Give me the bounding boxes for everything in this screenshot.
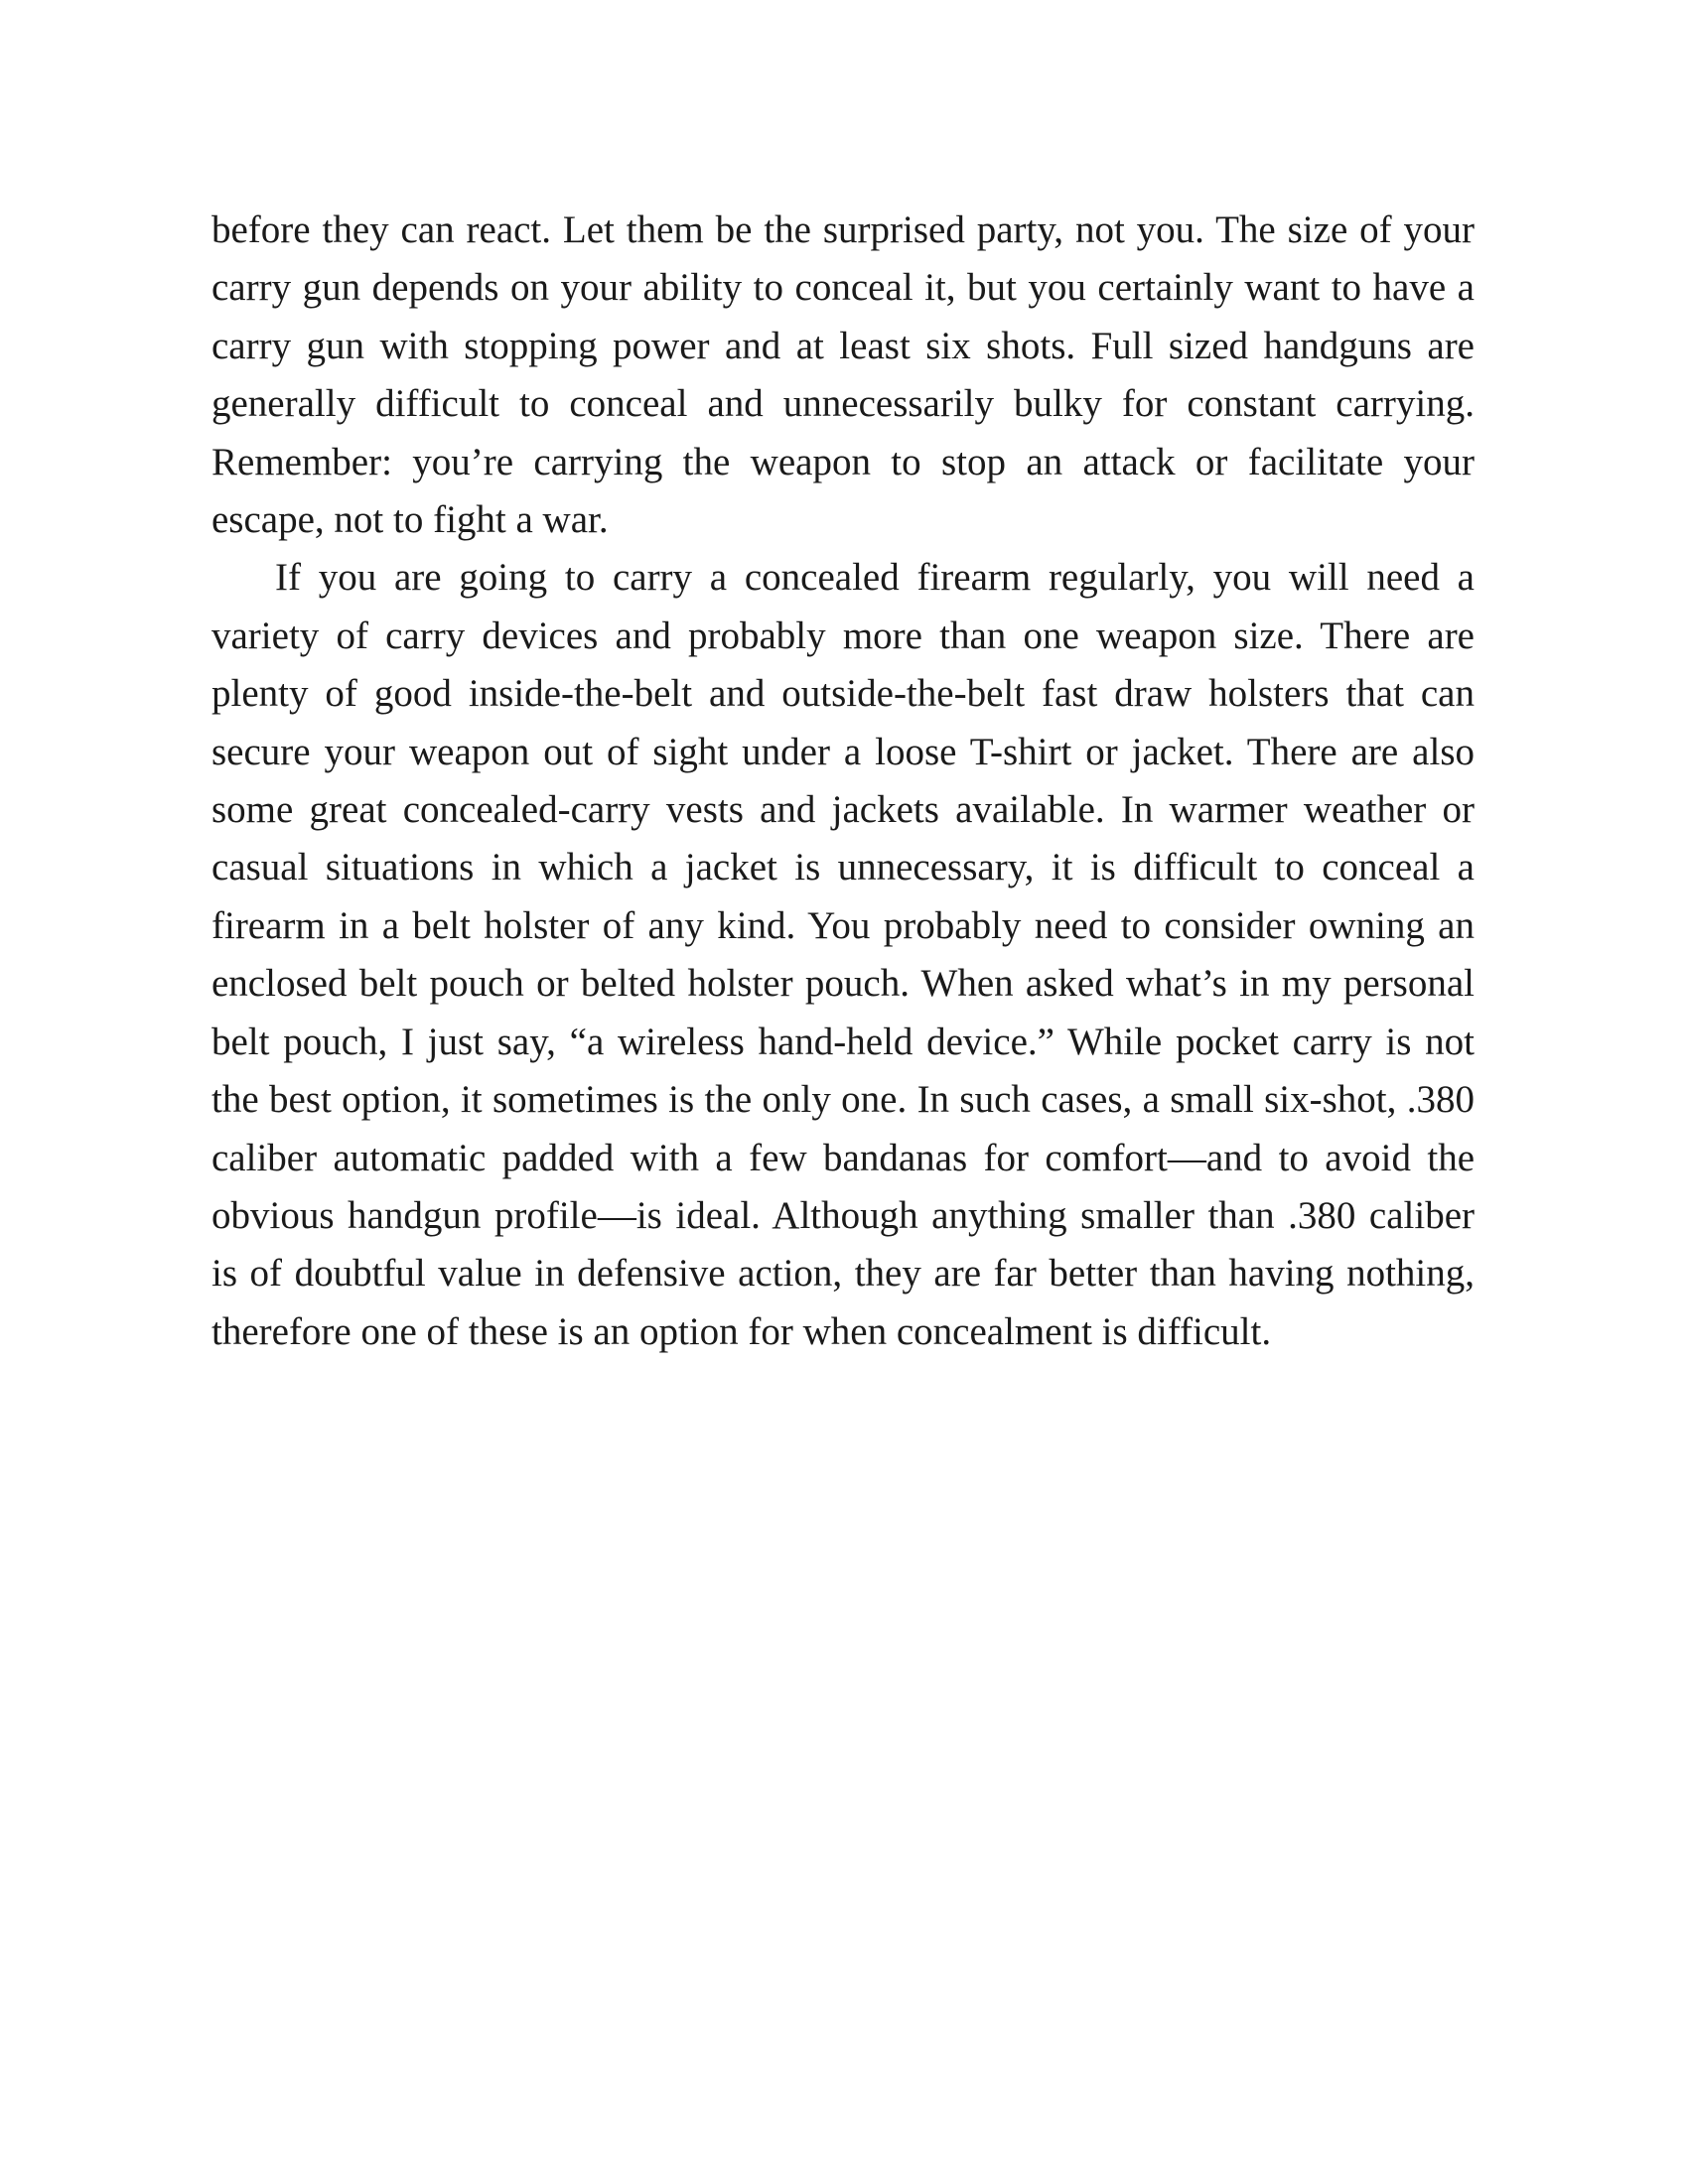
paragraph-continued: before they can react. Let them be the surprised party, not you. The size of your carry gun depends on your ability to conceal it, but you certainly want to have a carry gun with stopping power and at least six shots. Full sized handguns are generally difficult to conceal and unnecessarily bulky for constant carrying. Remember: you’re carrying the weapon to stop an attack or facilitate your escape, not to fight a war. — [211, 208, 1475, 542]
paragraph: If you are going to carry a concealed firearm regularly, you will need a variety of carry devices and probably more than one weapon size. There are plenty of good inside-the-belt and outside-the-belt fast draw holsters that can secure your weapon out of sight under a loose T-shirt or jacket. There are also some great concealed-carry vests and jackets available. In warmer weather or casual situations in which a jacket is unnecessary, it is difficult to conceal a firearm in a belt holster of any kind. You probably need to consider owning an enclosed belt pouch or belted holster pouch. When asked what’s in my personal belt pouch, I just say, “a wireless hand-held device.” While pocket carry is not the best option, it sometimes is the only one. In such cases, a small six-shot, .380 caliber automatic padded with a few bandanas for comfort—and to avoid the obvious handgun profile—is ideal. Although anything smaller than .380 caliber is of doubtful value in defensive action, they are far better than having nothing, therefore one of these is an option for when concealment is difficult. — [211, 556, 1475, 1353]
body-text — [211, 202, 1475, 1361]
